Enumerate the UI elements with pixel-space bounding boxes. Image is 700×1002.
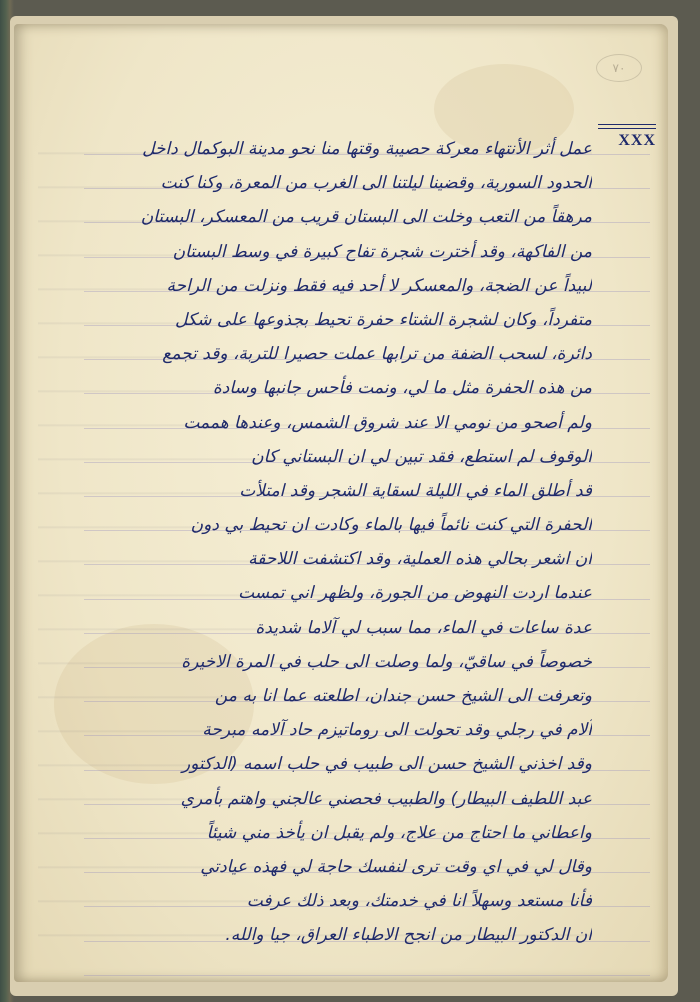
handwritten-line: متفرداً، وكان لشجرة الشتاء حفرة تحيط بجذوعها على شكل: [175, 309, 592, 330]
handwritten-line: قد أطلق الماء في الليلة لسقاية الشجر وقد امتلأت: [239, 480, 592, 501]
handwritten-line: عدة ساعات في الماء، مما سبب لي آلاما شديدة: [255, 617, 592, 638]
notebook-page: [14, 24, 668, 982]
handwritten-line: عندما اردت النهوض من الجورة، ولظهر اني تمست: [238, 583, 592, 604]
handwritten-line: وقد اخذني الشيخ حسن الى طبيب في حلب اسمه (الدكتور: [181, 754, 592, 775]
handwritten-line: ان الدكتور البيطار من انجح الاطباء العراق، جيا والله.: [225, 925, 592, 946]
handwritten-line: ولم أصحو من نومي الا عند شروق الشمس، وعندها هممت: [183, 412, 592, 433]
handwritten-text-block: [38, 132, 592, 953]
handwritten-line: عبد اللطيف البيطار) والطبيب فحصني عالجني واهتم بأمري: [180, 788, 592, 809]
handwritten-line: من الفاكهة، وقد أخترت شجرة تفاح كبيرة في وسط البستان: [172, 241, 592, 262]
handwritten-line: الحفرة التي كنت نائماً فيها بالماء وكادت ان تحيط بي دون: [190, 515, 592, 536]
ruled-line: [84, 975, 650, 976]
handwritten-line: الوقوف لم استطع، فقد تبين لي ان البستاني كان: [251, 446, 592, 467]
handwritten-line: خصوصاً في ساقيّ، ولما وصلت الى حلب في المرة الاخيرة: [181, 651, 592, 672]
handwritten-line: من هذه الحفرة مثل ما لي، ونمت فأحس جانبها وسادة: [212, 378, 592, 399]
handwritten-line: واعطاني ما احتاج من علاج، ولم يقبل ان يأخذ مني شيئاً: [206, 822, 592, 843]
handwritten-line: مرهقاً من التعب وخلت الى البستان قريب من المعسكر، البستان: [140, 207, 592, 228]
handwritten-line: فأنا مستعد وسهلاً انا في خدمتك، وبعد ذلك عرفت: [246, 891, 592, 912]
handwritten-line: عمل أثر الأنتهاء معركة حصيبة وقتها منا نحو مدينة البوكمال داخل: [142, 139, 592, 159]
handwritten-line: الحدود السورية، وقضينا ليلتنا الى الغرب من المعرة، وكنا كنت: [160, 173, 592, 194]
section-mark: XXX: [596, 132, 656, 150]
page-number: ٧٠: [596, 54, 642, 82]
handwritten-line: دائرة، لسحب الضفة من ترابها عملت حصيرا للتربة، وقد تجمع: [162, 344, 592, 365]
handwritten-line: آلام في رجلي وقد تحولت الى روماتيزم حاد آلامه مبرحة: [202, 720, 592, 741]
handwritten-line: وتعرفت الى الشيخ حسن جندان، اطلعته عما انا به من: [214, 686, 592, 706]
handwritten-line: لبيداً عن الضجة، والمعسكر لا أحد فيه فقط ونزلت من الراحة: [166, 275, 592, 296]
handwritten-line: ان اشعر بحالي هذه العملية، وقد اكتشفت اللاحقة: [248, 549, 592, 570]
handwritten-line: وقال لي في اي وقت ترى لنفسك حاجة لي فهذه عيادتي: [200, 856, 592, 877]
